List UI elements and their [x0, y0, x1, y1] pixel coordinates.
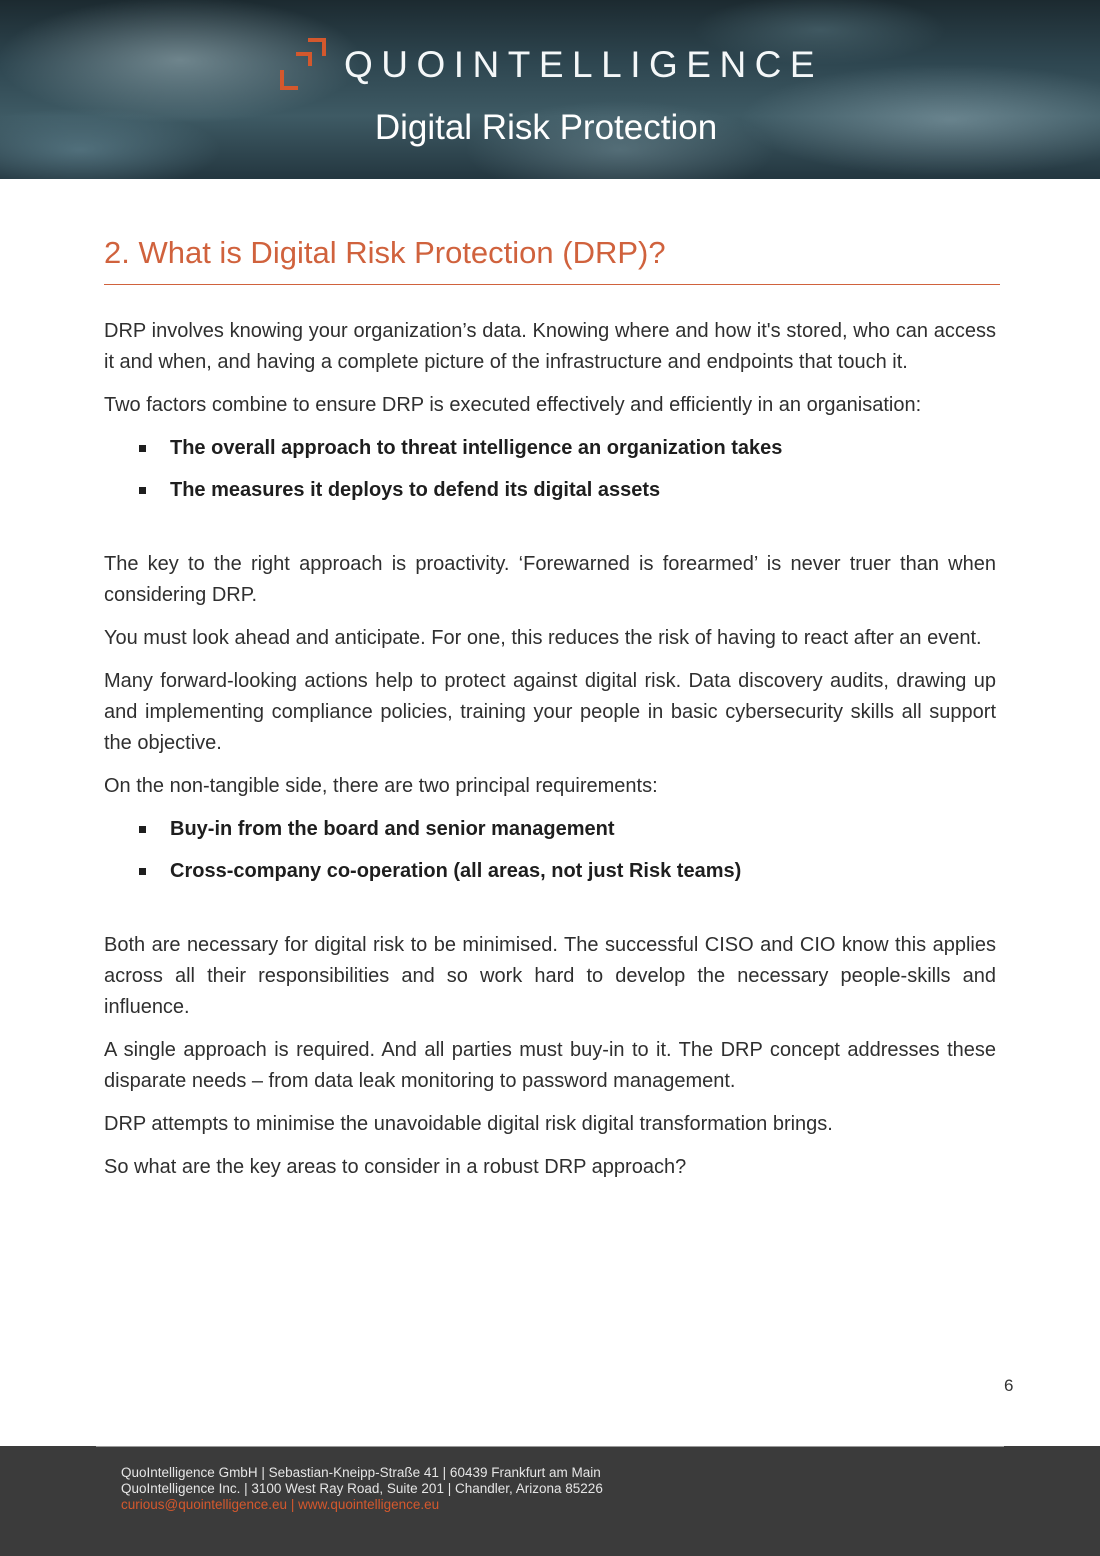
- footer-line-usa: QuoIntelligence Inc. | 3100 West Ray Road, Suite 201 | Chandler, Arizona 85226: [121, 1481, 603, 1496]
- bullet-icon: [139, 487, 146, 494]
- bullet-icon: [139, 868, 146, 875]
- paragraph: So what are the key areas to consider in a robust DRP approach?: [104, 1156, 687, 1178]
- footer-line-germany: QuoIntelligence GmbH | Sebastian-Kneipp-Straße 41 | 60439 Frankfurt am Main: [121, 1465, 601, 1480]
- page-footer: [0, 1446, 1100, 1556]
- page-number: 6: [1004, 1376, 1014, 1395]
- list-item: The measures it deploys to defend its digital assets: [104, 475, 996, 506]
- footer-contact: [121, 1497, 603, 1513]
- title-divider: [104, 284, 1000, 285]
- brand-name: QUOINTELLIGENCE: [344, 43, 824, 85]
- paragraph: On the non-tangible side, there are two principal requirements:: [104, 775, 658, 797]
- document-subtitle: Digital Risk Protection: [374, 108, 718, 147]
- paragraph: You must look ahead and anticipate. For one, this reduces the risk of having to react after an event.: [104, 627, 982, 649]
- paragraph: Both are necessary for digital risk to be minimised. The successful CISO and CIO know this applies across all their responsibilities and so work hard to develop the necessary people-skills and influence.: [104, 934, 996, 1018]
- bullet-list: [104, 433, 996, 506]
- paragraph: DRP attempts to minimise the unavoidable digital risk digital transformation brings.: [104, 1113, 833, 1135]
- paragraph: Many forward-looking actions help to protect against digital risk. Data discovery audits, drawing up and implementing compliance policies, training your people in basic cybersecurity skills all support the objective.: [104, 670, 996, 754]
- list-item: Buy-in from the board and senior management: [104, 814, 996, 845]
- footer-address: [121, 1465, 603, 1513]
- paragraph: DRP involves knowing your organization’s data. Knowing where and how it's stored, who can access it and when, and having a complete picture of the infrastructure and endpoints that touch it.: [104, 320, 996, 373]
- footer-divider: [96, 1446, 1004, 1447]
- section-body: [104, 316, 996, 1195]
- website-link[interactable]: www.quointelligence.eu: [298, 1497, 440, 1512]
- paragraph: A single approach is required. And all parties must buy-in to it. The DRP concept addresses these disparate needs – from data leak monitoring to password management.: [104, 1039, 996, 1092]
- bullet-icon: [139, 826, 146, 833]
- brand-logo: [278, 36, 823, 92]
- list-item: The overall approach to threat intelligence an organization takes: [104, 433, 996, 464]
- paragraph: The key to the right approach is proactivity. ‘Forewarned is forearmed’ is never truer than when considering DRP.: [104, 553, 996, 606]
- main-content: [104, 232, 996, 1178]
- bullet-list: [104, 814, 996, 887]
- footer-separator: |: [287, 1497, 299, 1512]
- contact-email-link[interactable]: curious@quointelligence.eu: [121, 1497, 288, 1512]
- page-header: [0, 0, 1100, 179]
- section-title: 2. What is Digital Risk Protection (DRP)?: [104, 235, 666, 270]
- logo-mark-icon: [278, 36, 330, 92]
- paragraph: Two factors combine to ensure DRP is executed effectively and efficiently in an organisation:: [104, 394, 922, 416]
- bullet-icon: [139, 445, 146, 452]
- list-item: Cross-company co-operation (all areas, not just Risk teams): [104, 856, 996, 887]
